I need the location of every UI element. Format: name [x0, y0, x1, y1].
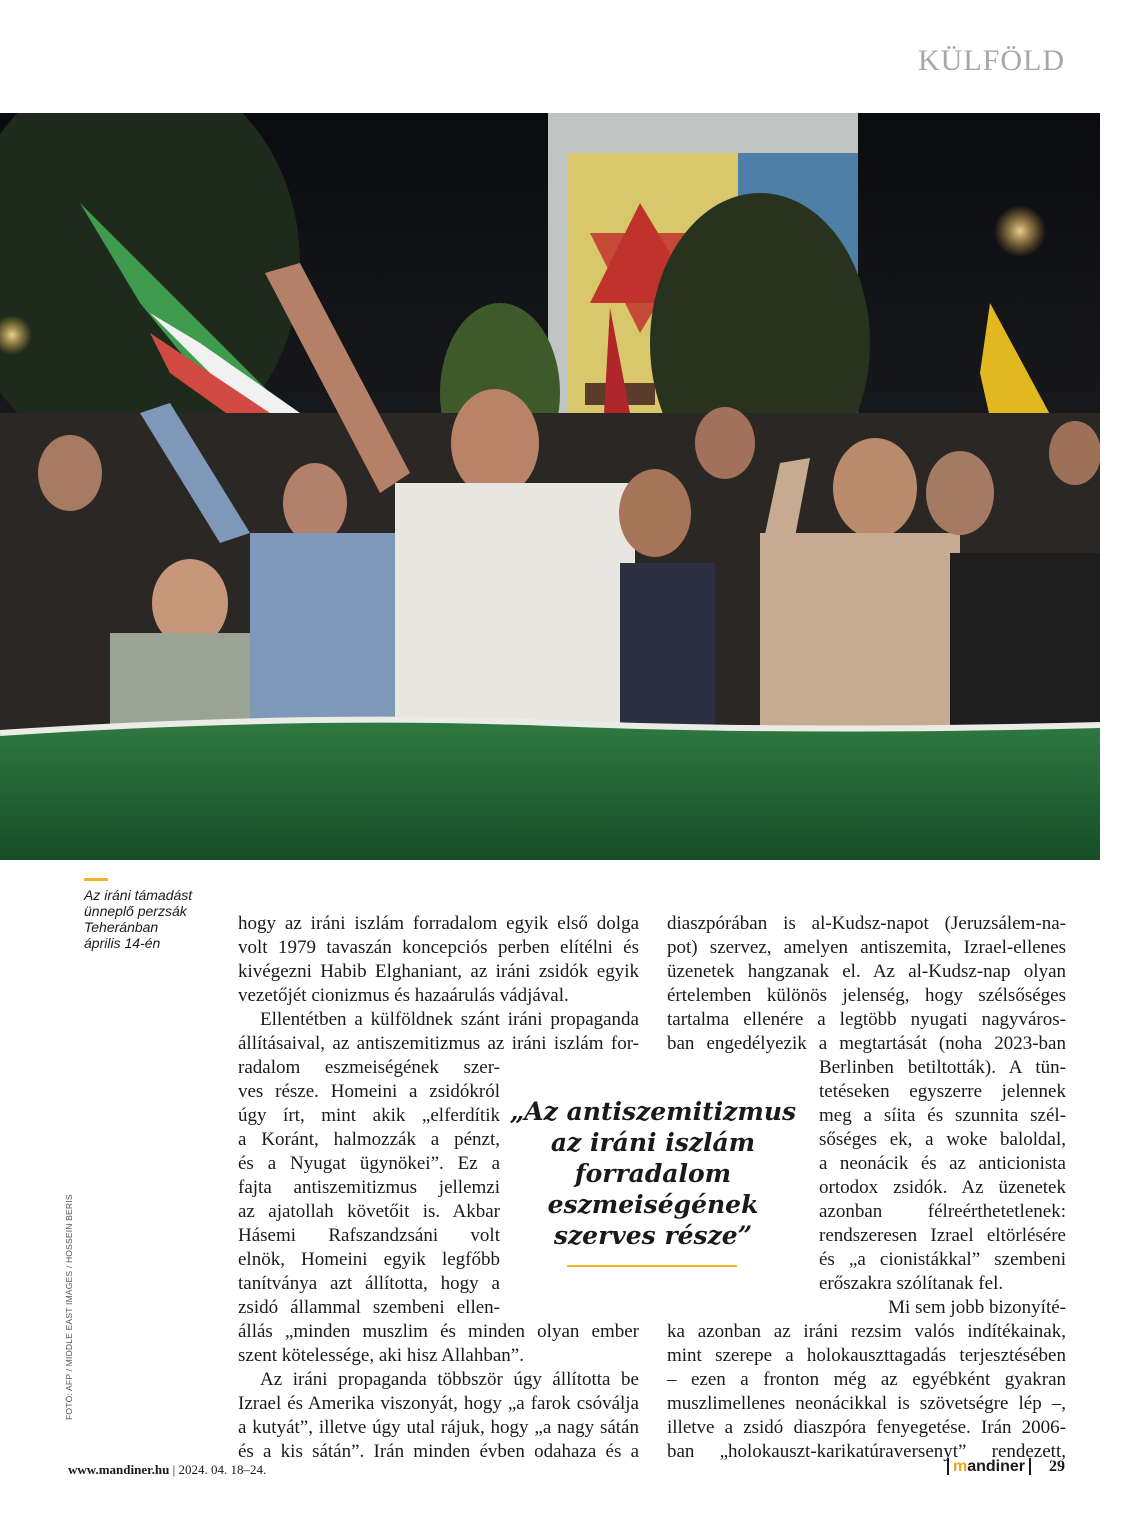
text-line: úgy írt, mint akik „elferdítik — [238, 1105, 500, 1126]
caption-line: április 14-én — [84, 935, 161, 951]
text-line: ban engedélyezik a megtartását (noha 2023-ban — [667, 1033, 1066, 1054]
text-line: tetéseken egyszerre jelennek — [819, 1081, 1066, 1102]
footer-left: www.mandiner.hu | 2024. 04. 18–24. — [68, 1462, 267, 1477]
text-line: azonban félreérthetetlenek: — [819, 1201, 1066, 1222]
text-line: és a Nyugat ügynökei”. Ez a — [238, 1153, 500, 1174]
text-line: üzenetek hangzanak el. Az al-Kudsz-nap olyan — [667, 961, 1066, 982]
brand-logo-rest: andiner — [967, 1458, 1025, 1475]
article-column-2-narrow — [819, 1056, 1066, 1320]
text-line: radalom eszmeiségének szer- — [238, 1057, 500, 1078]
text-line: muszlimellenes neonácikkal is szövetségre lép –, — [667, 1393, 1066, 1414]
pull-quote — [508, 1096, 798, 1251]
text-line: ban „holokauszt-karikatúraversenyt” rendezett, — [667, 1441, 1066, 1462]
text-line: ka azonban az iráni rezsim valós indítékainak, — [667, 1321, 1066, 1342]
caption-accent-rule — [84, 878, 108, 881]
article-column-2-lower — [667, 1320, 1066, 1464]
brand-logo-m: m — [952, 1458, 968, 1475]
text-line: tartalma ellenére a legtöbb nyugati nagyváros- — [667, 1009, 1066, 1030]
text-line: ortodox zsidók. Az üzenetek — [819, 1177, 1066, 1198]
text-line: meg a síita és szunnita szél- — [819, 1105, 1066, 1126]
text-line: Ellentétben a külföldnek szánt iráni propaganda — [260, 1009, 639, 1030]
text-line: értelemben különös jelenség, hogy szélsőséges — [667, 985, 1066, 1006]
brand-logo — [947, 1458, 1031, 1475]
pull-quote-line: forradalom — [574, 1159, 732, 1188]
text-line: Az iráni propaganda többször úgy állította be — [260, 1369, 639, 1390]
text-line: a Koránt, halmozzák a pénzt, — [238, 1129, 500, 1150]
protest-photo — [0, 113, 1100, 860]
text-line: Hásemi Rafszandzsáni volt — [238, 1225, 500, 1246]
caption-line: ünneplő perzsák — [84, 903, 187, 919]
text-line: szent kötelessége, aki hisz Allahban”. — [238, 1345, 524, 1366]
pull-quote-accent-rule — [567, 1265, 737, 1267]
text-line: és „a cionistákkal” szembeni — [819, 1249, 1066, 1270]
section-label: KÜLFÖLD — [918, 44, 1065, 77]
pull-quote-line: „Az antiszemitizmus — [509, 1097, 797, 1126]
text-line: állításaival, az antiszemitizmus az iráni iszlám for- — [238, 1033, 639, 1054]
text-line: pot) szervez, amelyen antiszemita, Izrael-ellenes — [667, 937, 1066, 958]
article-column-2 — [667, 912, 1066, 1056]
photo-credit: FOTÓ: AFP / MIDDLE EAST IMAGES / HOSSEIN BERIS — [64, 1194, 74, 1420]
text-line: sőséges ek, a woke baloldal, — [819, 1129, 1066, 1150]
photo-caption — [84, 887, 224, 951]
text-line: erőszakra szólítanak fel. — [819, 1273, 1004, 1294]
text-line: Berlinben betiltották). A tün- — [819, 1057, 1066, 1078]
text-line: kivégezni Habib Elghaniant, az iráni zsidók egyik — [238, 961, 639, 982]
text-line: ves része. Homeini a zsidókról — [238, 1081, 500, 1102]
article-column-1-narrow — [238, 1056, 500, 1320]
issue-date: 2024. 04. 18–24. — [178, 1462, 267, 1477]
text-line: a kutyát”, illetve úgy utal rájuk, hogy „a nagy sátán — [238, 1417, 639, 1438]
article-column-1 — [238, 912, 639, 1056]
protest-photo-icon — [0, 113, 1100, 860]
text-line: elnök, Homeini egyik legfőbb — [238, 1249, 500, 1270]
caption-line: Az iráni támadást — [84, 887, 193, 903]
pull-quote-line: szerves része” — [553, 1221, 753, 1250]
text-line: a neonácik és az anticionista — [819, 1153, 1066, 1174]
text-line: fajta antiszemitizmus jellemzi — [238, 1177, 500, 1198]
text-line: mint szerepe a holokauszttagadás terjesztésében — [667, 1345, 1066, 1366]
text-line: tanítványa azt állította, hogy a — [238, 1273, 500, 1294]
text-line: hogy az iráni iszlám forradalom egyik első dolga — [238, 913, 639, 934]
text-line: vezetőjét cionizmus és hazaárulás vádjával. — [238, 985, 569, 1006]
pull-quote-line: eszmeiségének — [547, 1190, 759, 1219]
text-line: az ajatollah követőit is. Akbar — [238, 1201, 500, 1222]
article-column-1-lower — [238, 1320, 639, 1464]
pull-quote-line: az iráni iszlám — [550, 1128, 756, 1157]
text-line: illetve a zsidó diaszpóra fenyegetése. Irán 2006- — [667, 1417, 1066, 1438]
text-line: állás „minden muszlim és minden olyan ember — [238, 1321, 639, 1342]
caption-line: Teheránban — [84, 919, 159, 935]
text-line: Izrael és Amerika viszonyát, hogy „a farok csóválja — [238, 1393, 639, 1414]
site-url[interactable]: www.mandiner.hu — [68, 1462, 170, 1477]
text-line: volt 1979 tavaszán koncepciós perben elítélni és — [238, 937, 639, 958]
text-line: Mi sem jobb bizonyíté- — [888, 1297, 1066, 1318]
footer-right — [947, 1458, 1065, 1476]
text-line: és a kis sátán”. Irán minden évben odahaza és a — [238, 1441, 639, 1462]
text-line: rendszeresen Izrael eltörlésére — [819, 1225, 1066, 1246]
text-line: – ezen a fronton még az egyébként gyakran — [667, 1369, 1066, 1390]
page-number: 29 — [1049, 1458, 1065, 1475]
text-line: diaszpórában is al-Kudsz-napot (Jeruzsálem-na- — [667, 913, 1066, 934]
text-line: zsidó állammal szembeni ellen- — [238, 1297, 500, 1318]
